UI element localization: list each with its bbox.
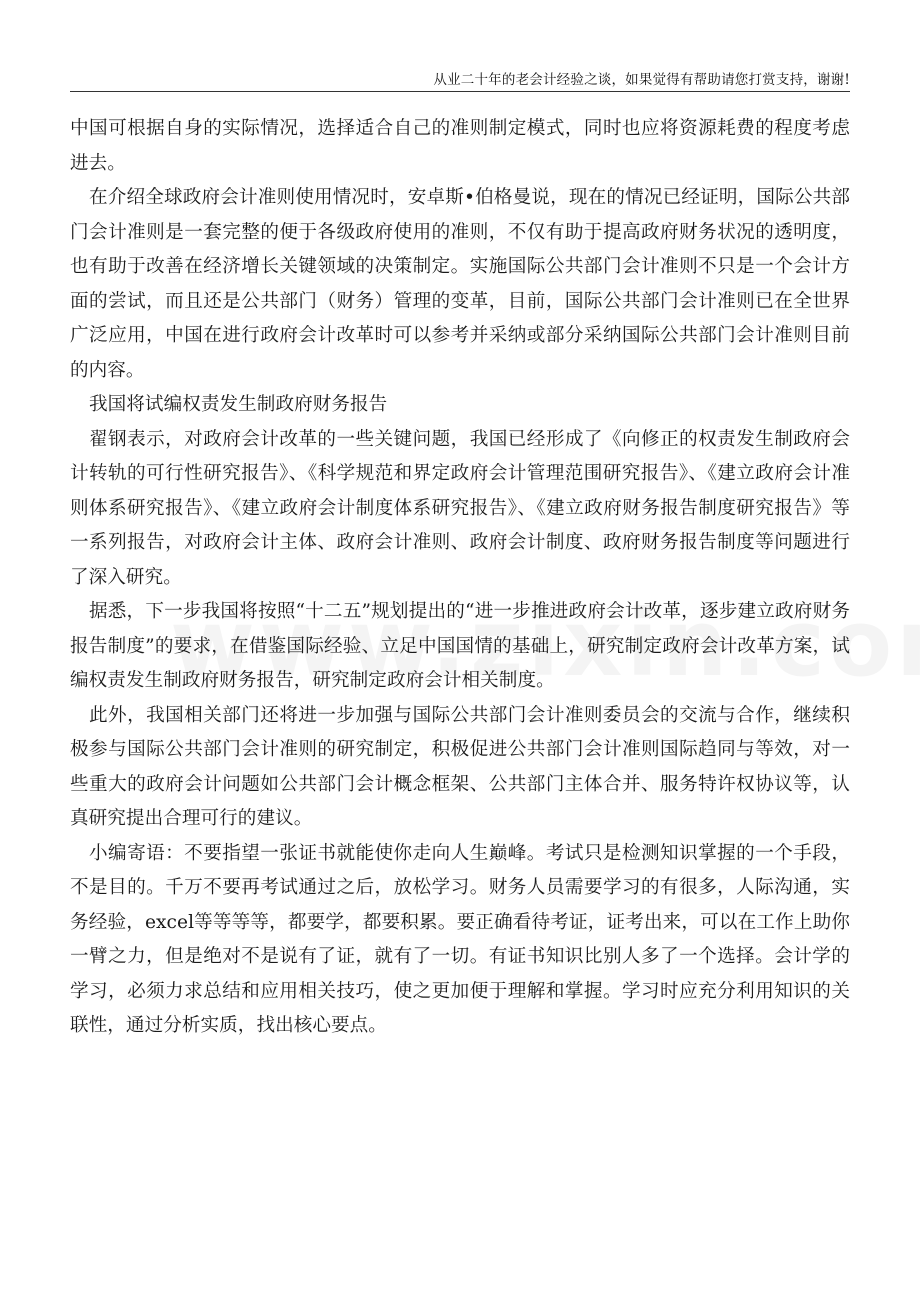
paragraph-bergmann: 在介绍全球政府会计准则使用情况时，安卓斯•伯格曼说，现在的情况已经证明，国际公共部门会计准则是一套完整的便于各级政府使用的准则，不仅有助于提高政府财务状况的透明度，也有助于改善在经济增长关键领域的决策制定。实施国际公共部门会计准则不只是一个会计方面的尝试，而且还是公共部门（财务）管理的变革，目前，国际公共部门会计准则已在全世界广泛应用，中国在进行政府会计改革时可以参考并采纳或部分采纳国际公共部门会计准则目前的内容。 xyxy=(70,187,850,381)
paragraph-editor-note: 小编寄语：不要指望一张证书就能使你走向人生巅峰。考试只是检测知识掌握的一个手段，不是目的。千万不要再考试通过之后，放松学习。财务人员需要学习的有很多，人际沟通，实务经验，excel等等等等，都要学，都要积累。要正确看待考证，证考出来，可以在工作上助你一臂之力，但是绝对不是说有了证，就有了一切。有证书知识比别人多了一个选择。会计学的学习，必须力求总结和应用相关技巧，使之更加便于理解和掌握。学习时应充分利用知识的关联性，通过分析实质，找出核心要点。 xyxy=(70,842,850,1036)
paragraph-continuation: 中国可根据自身的实际情况，选择适合自己的准则制定模式，同时也应将资源耗费的程度考虑进去。 xyxy=(70,118,850,174)
paragraph-next-steps: 据悉，下一步我国将按照“十二五”规划提出的“进一步推进政府会计改革，逐步建立政府财务报告制度”的要求，在借鉴国际经验、立足中国国情的基础上，研究制定政府会计改革方案，试编权责发生制政府财务报告，研究制定政府会计相关制度。 xyxy=(70,601,850,691)
paragraph-cooperation: 此外，我国相关部门还将进一步加强与国际公共部门会计准则委员会的交流与合作，继续积极参与国际公共部门会计准则的研究制定，积极促进公共部门会计准则国际趋同与等效，对一些重大的政府会计问题如公共部门会计概念框架、公共部门主体合并、服务特许权协议等，认真研究提出合理可行的建议。 xyxy=(70,704,850,829)
paragraph-zhaigang: 翟钢表示，对政府会计改革的一些关键问题，我国已经形成了《向修正的权责发生制政府会计转轨的可行性研究报告》、《科学规范和界定政府会计管理范围研究报告》、《建立政府会计准则体系研究报告》、《建立政府会计制度体系研究报告》、《建立政府财务报告制度研究报告》等一系列报告，对政府会计主体、政府会计准则、政府会计制度、政府财务报告制度等问题进行了深入研究。 xyxy=(70,428,850,588)
section-heading: 我国将试编权责发生制政府财务报告 xyxy=(89,394,388,415)
header-note: 从业二十年的老会计经验之谈，如果觉得有帮助请您打赏支持，谢谢! xyxy=(433,72,850,88)
header-divider xyxy=(70,91,850,92)
document-body xyxy=(70,112,850,1044)
